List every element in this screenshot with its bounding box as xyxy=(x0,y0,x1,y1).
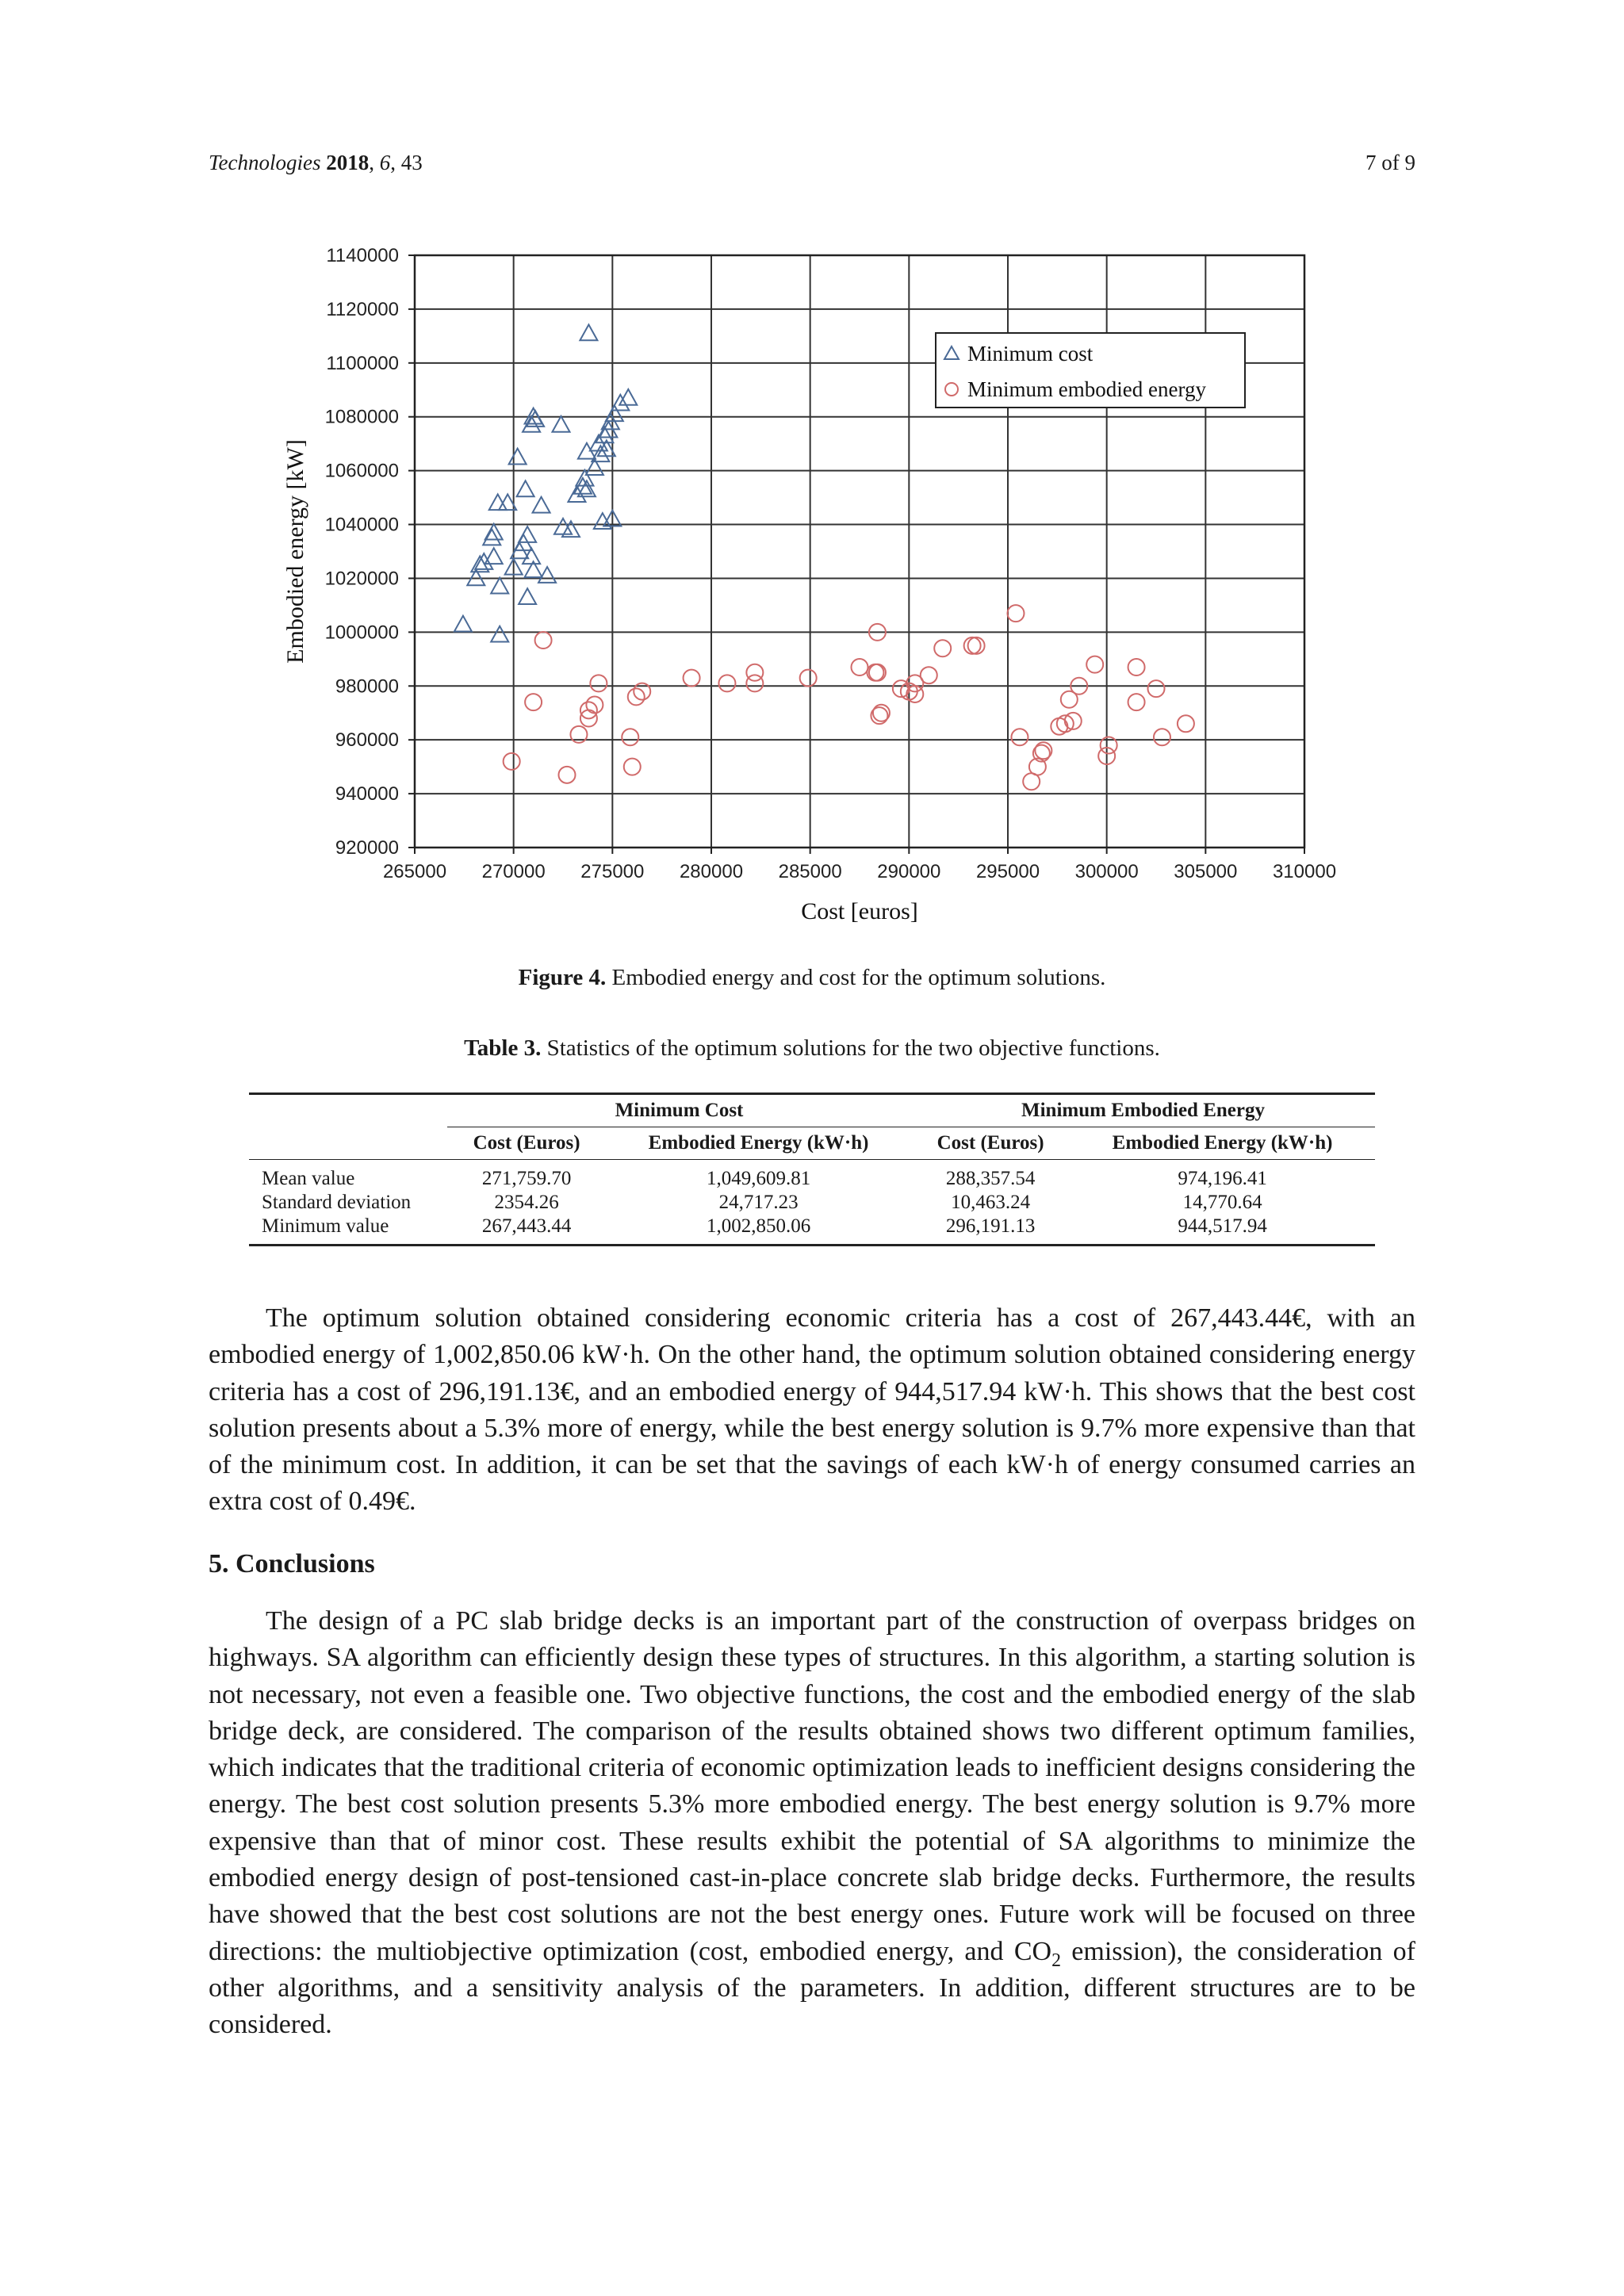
legend-label: Minimum embodied energy xyxy=(967,377,1206,401)
table-row xyxy=(249,1160,1375,1192)
row-label: Standard deviation xyxy=(262,1192,412,1213)
y-axis-label: Embodied energy [kW] xyxy=(282,439,308,664)
y-tick-label: 1120000 xyxy=(326,298,399,320)
data-point-minimum-cost xyxy=(553,416,570,432)
results-paragraph: The optimum solution obtained considering economic criteria has a cost of 267,443.44€, with an embodied energy of 1,002,850.06 kW·h. On the other hand, the optimum solution obtained considering energy criteria has a cost of 296,191.13€, and an embodied energy of 944,517.94 kW·h. This shows that the best cost solution presents about a 5.3% more of energy, while the best energy solution is 9.7% more expensive than that of the minimum cost. In addition, it can be set that the savings of each kW·h of energy consumed carries an extra cost of 0.49€. xyxy=(209,1303,1415,1517)
column-header: Cost (Euros) xyxy=(473,1132,580,1154)
legend-label: Minimum cost xyxy=(967,342,1094,365)
data-point-minimum-cost xyxy=(454,616,472,632)
y-tick-label: 1080000 xyxy=(324,406,399,428)
data-point-minimum-cost xyxy=(491,578,508,594)
data-point-minimum-embodied-energy xyxy=(1148,680,1165,697)
data-point-minimum-embodied-energy xyxy=(535,632,552,649)
table-cell: 288,357.54 xyxy=(945,1168,1036,1189)
column-header: Embodied Energy (kW·h) xyxy=(648,1132,869,1154)
column-header: Embodied Energy (kW·h) xyxy=(1112,1132,1333,1154)
table-label: Table 3. xyxy=(464,1035,542,1061)
table-cell: 14,770.64 xyxy=(1182,1192,1262,1213)
data-point-minimum-cost xyxy=(580,324,597,340)
data-point-minimum-embodied-energy xyxy=(746,664,763,681)
table-cell: 24,717.23 xyxy=(718,1192,799,1213)
conclusions-paragraph xyxy=(209,1603,1415,2044)
section-title: 5. Conclusions xyxy=(209,1549,375,1578)
y-tick-label: 1140000 xyxy=(326,245,399,266)
table-row xyxy=(249,1215,1375,1246)
article-number: 43 xyxy=(400,151,423,174)
data-point-minimum-embodied-energy xyxy=(964,637,981,654)
table-row xyxy=(249,1191,1375,1215)
data-point-minimum-embodied-energy xyxy=(1086,656,1103,673)
data-point-minimum-embodied-energy xyxy=(1154,729,1170,745)
x-tick-label: 265000 xyxy=(382,861,447,882)
data-point-minimum-embodied-energy xyxy=(1007,605,1024,622)
data-point-minimum-embodied-energy xyxy=(1011,729,1028,745)
y-tick-label: 980000 xyxy=(335,675,399,698)
data-point-minimum-embodied-energy xyxy=(684,670,700,687)
y-tick-label: 1100000 xyxy=(326,352,399,374)
y-tick-label: 1060000 xyxy=(324,460,399,482)
statistics-table xyxy=(249,1093,1375,1246)
table-cell: 10,463.24 xyxy=(951,1192,1031,1213)
y-tick-label: 1020000 xyxy=(324,568,399,590)
conclusions-text-b: emission), the consideration of other algorithms, and a sensitivity analysis of the parameters. In addition, different structures are to be considered. xyxy=(209,1936,1415,2040)
table-cell: 267,443.44 xyxy=(481,1215,572,1237)
data-point-minimum-embodied-energy xyxy=(921,667,937,683)
x-tick-label: 280000 xyxy=(679,861,744,882)
data-point-minimum-embodied-energy xyxy=(1128,694,1145,710)
x-tick-label: 270000 xyxy=(481,861,546,882)
data-point-minimum-cost xyxy=(533,497,550,513)
data-point-minimum-embodied-energy xyxy=(504,753,520,770)
x-tick-label: 285000 xyxy=(778,861,842,882)
figure-label: Figure 4. xyxy=(518,965,607,990)
data-point-minimum-embodied-energy xyxy=(718,675,735,691)
row-label: Minimum value xyxy=(262,1215,389,1237)
data-point-minimum-embodied-energy xyxy=(624,759,641,775)
journal-volume: 6 xyxy=(379,151,391,174)
data-point-minimum-cost xyxy=(554,519,572,534)
x-tick-label: 305000 xyxy=(1174,861,1238,882)
table-caption-text: Statistics of the optimum solutions for the two objective functions. xyxy=(546,1035,1160,1061)
table-cell: 271,759.70 xyxy=(481,1168,572,1189)
data-point-minimum-cost xyxy=(519,588,536,604)
data-point-minimum-cost xyxy=(509,449,527,465)
data-point-minimum-embodied-energy xyxy=(968,637,985,654)
data-point-minimum-embodied-energy xyxy=(525,694,542,710)
y-tick-label: 940000 xyxy=(335,783,399,806)
x-tick-label: 310000 xyxy=(1272,861,1337,882)
table-cell: 296,191.13 xyxy=(945,1215,1036,1237)
row-label: Mean value xyxy=(262,1168,355,1189)
x-tick-label: 275000 xyxy=(580,861,645,882)
column-header: Cost (Euros) xyxy=(936,1132,1044,1154)
group-header-min-cost: Minimum Cost xyxy=(447,1094,911,1127)
x-tick-label: 300000 xyxy=(1074,861,1139,882)
data-point-minimum-cost xyxy=(491,626,508,642)
data-point-minimum-embodied-energy xyxy=(934,640,951,656)
data-point-minimum-embodied-energy xyxy=(558,767,575,783)
y-tick-label: 920000 xyxy=(335,837,399,859)
table-cell: 2354.26 xyxy=(494,1192,559,1213)
data-point-minimum-embodied-energy xyxy=(1178,715,1194,732)
journal-year: 2018 xyxy=(326,151,370,174)
table-cell: 974,196.41 xyxy=(1178,1168,1267,1189)
co2-subscript: 2 xyxy=(1051,1950,1061,1971)
scatter-chart xyxy=(270,230,1364,943)
group-header-min-energy: Minimum Embodied Energy xyxy=(911,1094,1375,1127)
conclusions-text-a: The design of a PC slab bridge decks is an important part of the construction of overpass bridges on highways. SA algorithm can efficiently design these types of structures. In this algorithm, a starting solution is not necessary, not even a feasible one. Two objective functions, the cost and the embodied energy of the slab bridge deck, are considered. The comparison of the results obtained shows two different optimum families, which indicates that the traditional criteria of economic optimization leads to inefficient designs considering the energy. The best cost solution presents 5.3% more embodied energy. The best energy solution is 9.7% more expensive than that of minor cost. These results exhibit the potential of SA algorithms to minimize the embodied energy design of post-tensioned cast-in-place concrete slab bridge decks. Furthermore, the results have showed that the best cost solutions are not the best energy ones. Future work will be focused on three directions: the multiobjective optimization (cost, embodied energy, and CO xyxy=(209,1606,1415,1966)
data-point-minimum-embodied-energy xyxy=(590,675,607,691)
table-cell: 944,517.94 xyxy=(1178,1215,1267,1237)
figure-caption-text: Embodied energy and cost for the optimum solutions. xyxy=(611,965,1106,990)
x-tick-label: 295000 xyxy=(975,861,1040,882)
journal-citation: Technologies 2018, 6, 43 xyxy=(209,151,423,174)
data-point-minimum-embodied-energy xyxy=(622,729,638,745)
table-caption xyxy=(0,1035,1624,1062)
data-point-minimum-cost xyxy=(517,480,534,496)
table-cell: 1,002,850.06 xyxy=(706,1215,811,1237)
data-point-minimum-embodied-energy xyxy=(852,659,868,675)
y-tick-label: 960000 xyxy=(335,729,399,752)
table-cell: 1,049,609.81 xyxy=(706,1168,811,1189)
data-point-minimum-embodied-energy xyxy=(1128,659,1145,675)
page-number: 7 of 9 xyxy=(1365,151,1415,174)
x-tick-label: 290000 xyxy=(877,861,941,882)
y-tick-label: 1000000 xyxy=(324,622,399,644)
y-tick-label: 1040000 xyxy=(324,514,399,536)
journal-name: Technologies xyxy=(209,151,321,174)
data-point-minimum-embodied-energy xyxy=(800,670,817,687)
figure-caption xyxy=(0,965,1624,991)
x-axis-label: Cost [euros] xyxy=(801,898,918,924)
